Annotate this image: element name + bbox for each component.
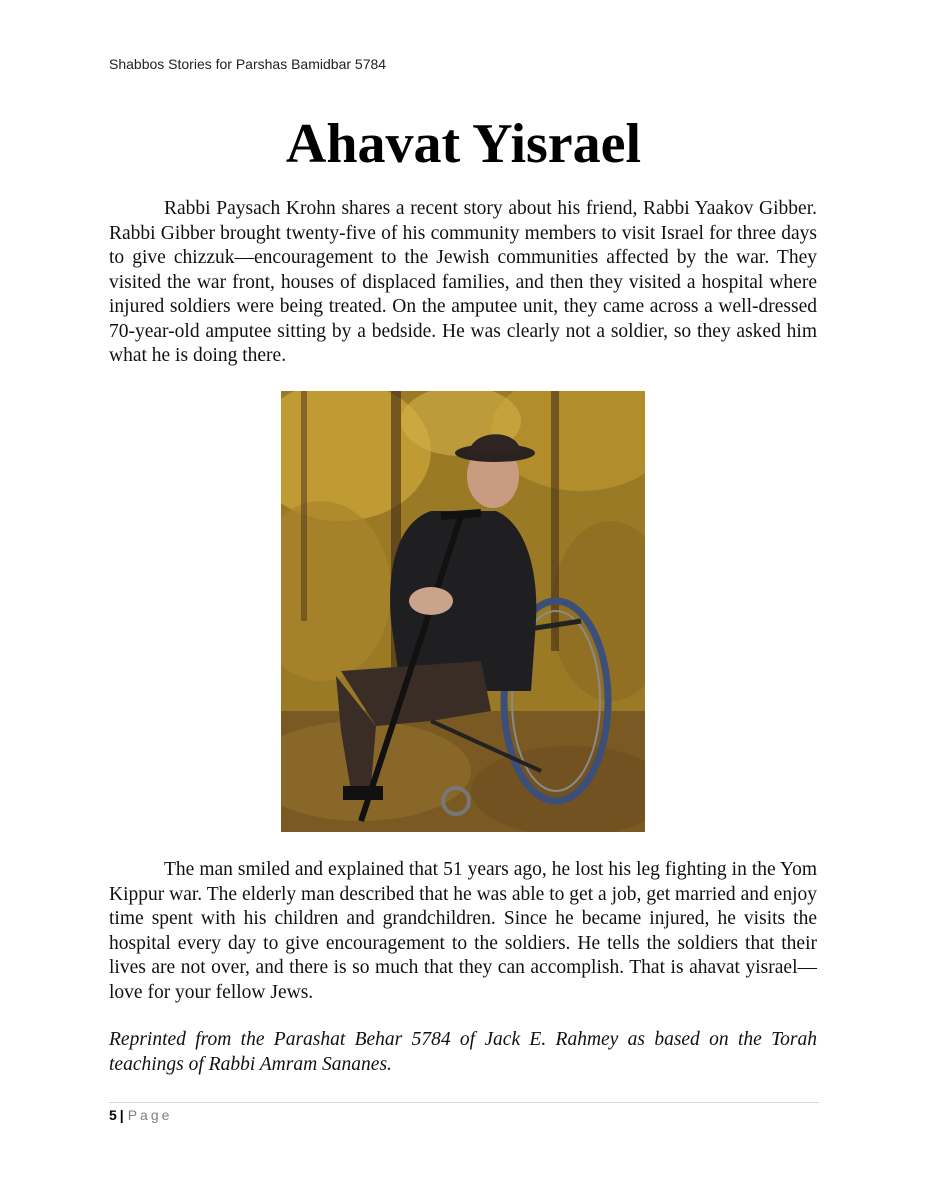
paragraph-2-text: The man smiled and explained that 51 years ago, he lost his leg fighting in the Yom Kippur war. The elderly man described that he was able to get a job, get married and enjoy time spent with his children and grandchildren. Since he became injured, he visits the hospital every day to give encouragement to the soldiers. He tells the soldiers that their lives are not over, and there is so much that they can accomplish. That is ahavat yisrael—love for your fellow Jews. <box>109 859 817 1003</box>
article-paragraph-1 <box>109 197 817 369</box>
reprint-credit: Reprinted from the Parashat Behar 5784 of Jack E. Rahmey as based on the Torah teachings of Rabbi Amram Sananes. <box>109 1029 817 1075</box>
article-paragraph-2 <box>109 858 817 1005</box>
footer-separator: | <box>119 1107 124 1123</box>
footer-divider <box>109 1102 819 1103</box>
page-number: 5 <box>109 1107 117 1123</box>
photo-man-in-wheelchair <box>281 391 645 832</box>
article-title: Ahavat Yisrael <box>285 113 642 175</box>
page-label: Page <box>127 1107 173 1123</box>
paragraph-1-text: Rabbi Paysach Krohn shares a recent story about his friend, Rabbi Yaakov Gibber. Rabbi Gibber brought twenty-five of his community members to visit Israel for three days to give chizzuk—encouragement to the Jewish communities affected by the war. They visited the war front, houses of displaced families, and then they visited a hospital where injured soldiers were being treated. On the amputee unit, they came across a well-dressed 70-year-old amputee sitting by a bedside. He was clearly not a soldier, so they asked him what he is doing there. <box>109 198 817 366</box>
page-footer <box>109 1107 172 1123</box>
running-header: Shabbos Stories for Parshas Bamidbar 5784 <box>109 56 387 72</box>
